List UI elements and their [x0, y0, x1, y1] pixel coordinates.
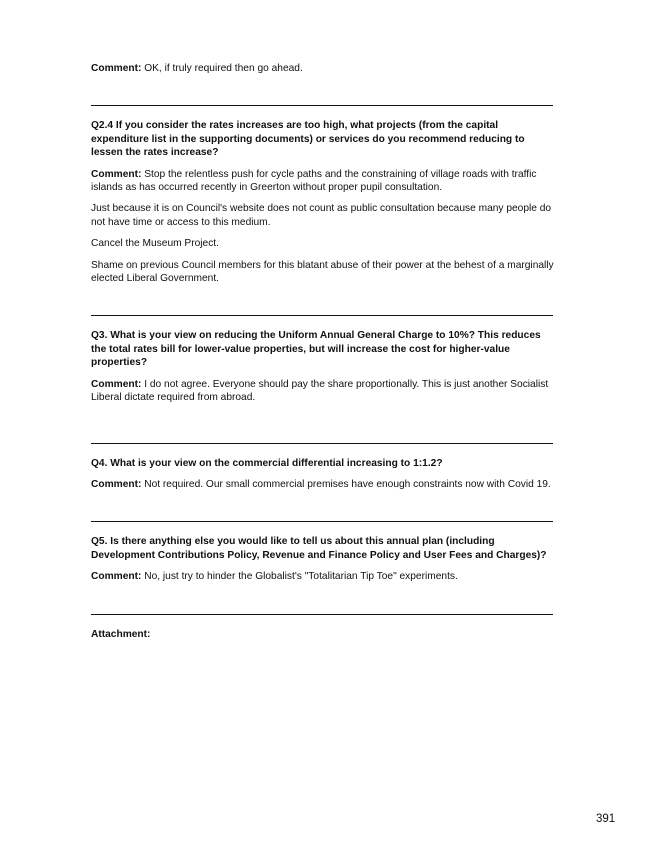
comment-paragraph: Shame on previous Council members for this blatant abuse of their power at the behest of a marginally elected Liberal Government. [91, 259, 554, 285]
intro-comment [91, 62, 556, 75]
comment-paragraph [91, 168, 556, 195]
question-block-q3 [91, 329, 556, 404]
comment-paragraph [91, 478, 556, 491]
comment-paragraph [91, 570, 556, 583]
attachment-label: Attachment: [91, 628, 151, 640]
comment-label: Comment: [91, 478, 142, 490]
page-number: 391 [596, 813, 616, 825]
comment-text: Stop the relentless push for cycle paths and the constraining of village roads with traffic islands as has occurred recently in Greerton without proper pupil consultation. [91, 168, 537, 194]
question-text: Q4. What is your view on the commercial differential increasing to 1:1.2? [91, 457, 443, 469]
comment-text: OK, if truly required then go ahead. [141, 63, 303, 74]
question-text: Q2.4 If you consider the rates increases are too high, what projects (from the capital expenditure list in the supporting documents) or services do you recommend reducing to lessen the rates increase? [91, 120, 525, 159]
comment-text: Not required. Our small commercial premises have enough constraints now with Covid 19. [141, 478, 551, 490]
question-block-q4 [91, 457, 556, 492]
comment-label: Comment: [91, 378, 142, 390]
document-body [91, 62, 556, 649]
question-text: Q3. What is your view on reducing the Uniform Annual General Charge to 10%? This reduces the total rates bill for lower-value properties, but will increase the cost for higher-value properties? [91, 330, 541, 369]
comment-text: I do not agree. Everyone should pay the share proportionally. This is just another Socialist Liberal dictate required from abroad. [91, 378, 549, 404]
question-block-q2-4 [91, 119, 556, 285]
comment-text: No, just try to hinder the Globalist's "Totalitarian Tip Toe" experiments. [141, 571, 458, 583]
question-block-q5 [91, 535, 556, 583]
comment-label: Comment: [91, 63, 142, 74]
comment-paragraph: Just because it is on Council's website does not count as public consultation because many people do not have time or access to this medium. [91, 203, 552, 228]
comment-label: Comment: [91, 168, 142, 180]
comment-paragraph [91, 378, 556, 405]
comment-label: Comment: [91, 571, 142, 583]
question-text: Q5. Is there anything else you would like to tell us about this annual plan (including Development Contributions Policy, Revenue and Finance Policy and User Fees and Charges)? [91, 536, 547, 561]
comment-paragraph: Cancel the Museum Project. [91, 238, 219, 250]
